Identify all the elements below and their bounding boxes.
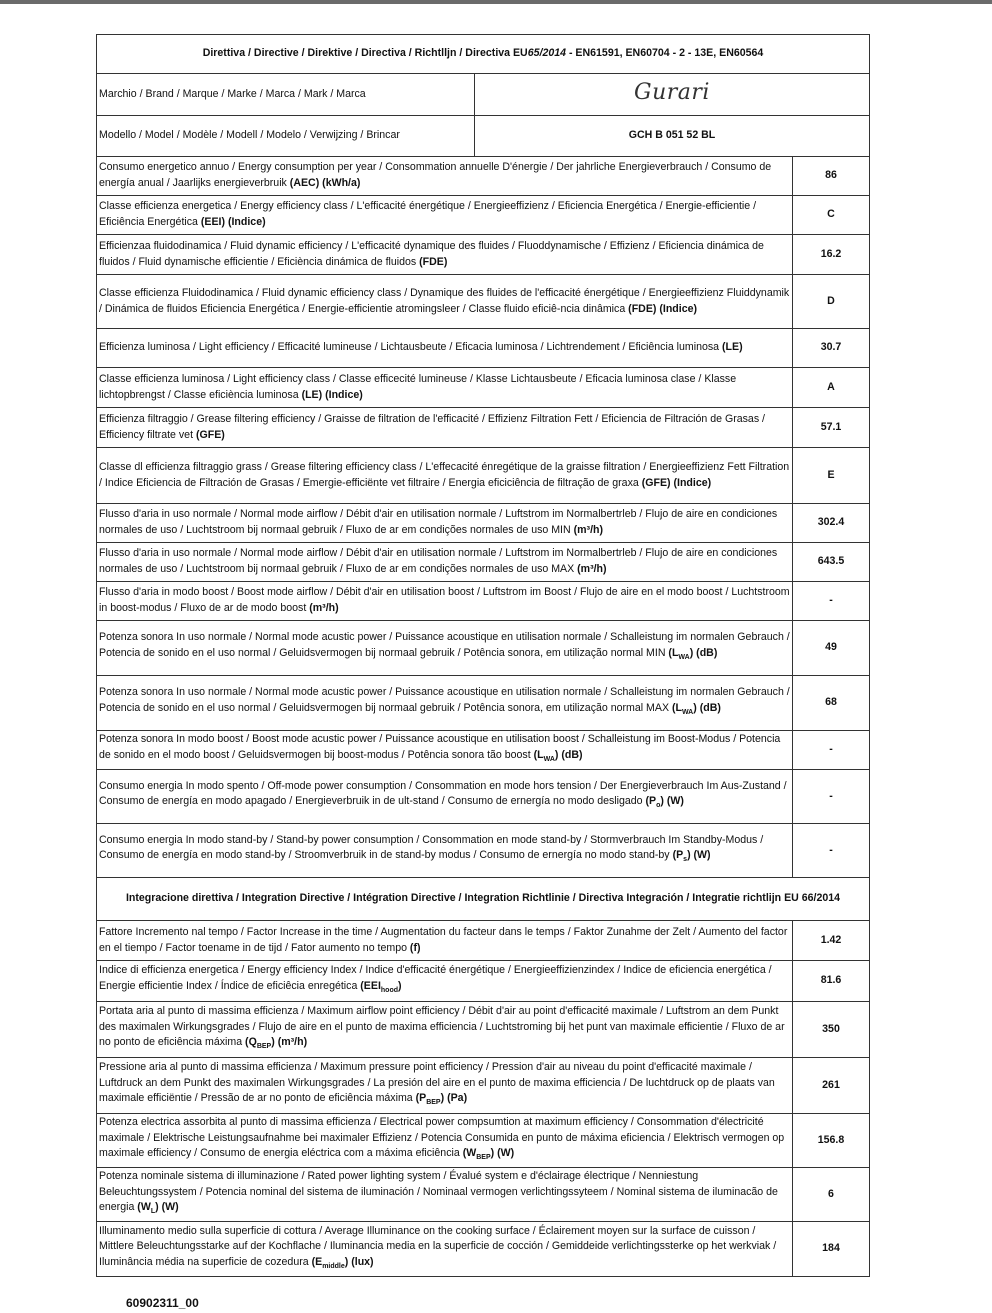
parameter-description [97,157,793,196]
parameter-unit: (GFE) [195,428,225,441]
parameter-unit: (m³/h) [573,524,604,536]
integration-parameter-row [97,921,870,961]
parameter-text: Classe dl efficienza filtraggio grass / Grease filtering efficiency class / L'effecacité énregétique de la graisse filtration / Energieeffizienz Fett Filtration / Indice Eficiencia de Filtración de Grasas / Emergie-efficiënte vet filtraire / Energia eficiciência de filtração de graxa [99,460,790,489]
parameter-value: 81.6 [793,961,870,1002]
parameter-description [97,770,793,824]
parameter-text: Potenza electrica assorbita al punto di massima efficienza / Electrical power compsumtion at maximum efficiency / Consommation d'électricité maximale / Elektrische Leistungsaufnahme bei maximaler Effizienz / Potencia Consumida en punto de máxima eficiencia / Elektrisch vermogen op maximale efficiency / Consumo de energia eléctrica com a máxima eficiência [99,1116,785,1160]
energy-parameter-row [97,676,870,731]
parameter-description [97,731,793,770]
integration-parameter-row [97,1058,870,1114]
parameter-value: D [793,275,870,329]
model-value: GCH B 051 52 BL [475,116,870,157]
parameter-text: Flusso d'aria in uso normale / Normal mode airflow / Débit d'air en utilisation normale / Luftstrom im Normalbertrleb / Flujo de aire en condiciones normales de uso / Luchtstroom bij normaal gebruik / Fluxo de ar em condições normales de uso MIN [99,508,778,536]
parameter-unit: $(W_{BEP})$ (W) [462,1147,515,1162]
parameter-unit: (f) [409,941,421,954]
integration-parameter-row [97,1114,870,1168]
energy-parameter-row [97,235,870,275]
parameter-value: 30.7 [793,329,870,368]
parameter-text: Flusso d'aria in uso normale / Normal mode airflow / Débit d'air en utilisation normale / Luftstrom im Normalbertrleb / Flujo de aire en condiciones normales de uso / Luchtstroom bij normaal gebruik / Fluxo de ar em condições normales de uso MAX [99,547,778,575]
energy-parameter-row [97,329,870,368]
parameter-unit: (GFE) (Indice) [641,476,712,489]
parameter-value: 1.42 [793,921,870,961]
brand-row [97,74,870,116]
parameter-value: 156.8 [793,1114,870,1168]
parameter-unit: (EEI) (Indice) [200,216,266,228]
parameter-value: 86 [793,157,870,196]
parameter-text: Potenza sonora In modo boost / Boost mode acustic power / Puissance acoustique en utilisation boost / Schalleistung im Boost-Modus / Potencia de sonido en el modo boost / Geluidsvermogen bij boost-modus / Potência sonora tão boost [99,733,781,761]
parameter-text: Potenza sonora In uso normale / Normal mode acustic power / Puissance acoustique en utilisation normale / Schalleistung im normalen Gebrauch / Potencia de sonido en el uso normal / Geluidsvermogen bij normaal gebruik / Potência sonora, em utilização normal MIN [99,631,790,659]
integration-parameter-row [97,1168,870,1222]
parameter-value: 643.5 [793,543,870,582]
parameter-unit: $(E_{middle})$ (lux) [311,1255,374,1270]
parameter-value: 6 [793,1168,870,1222]
parameter-value: E [793,448,870,504]
integration-parameter-row [97,1002,870,1058]
parameter-unit: $(L_{WA})$ (dB) [668,646,718,662]
parameter-text: Efficienza luminosa / Light efficiency / Efficacité lumineuse / Lichtausbeute / Eficacia luminosa / Lichtrendement / Eficiência luminosa [99,341,723,354]
parameter-value: 68 [793,676,870,731]
parameter-unit: (m³/h) [309,602,339,614]
parameter-unit: $(W_L)$ (W) [137,1201,179,1216]
parameter-text: Classe efficienza energetica / Energy efficiency class / L'efficacité énergétique / Energieeffizienz / Eficiencia Energética / Energie-efficientie / Eficiência Energética [99,200,757,228]
integration-parameter-row [97,1222,870,1277]
parameter-text: Classe efficienza Fluidodinamica / Fluid dynamic efficiency class / Dynamique des fluides de l'efficacité énergétique / Energieeffizienz Fluiddynamik / Dinámica de fluidos Eficiencia Energética / Energie-efficientie atromingsleer / Classe fluido eficiê-ncia dinâmica [99,286,790,315]
energy-label-table [96,34,870,1277]
energy-parameter-row [97,157,870,196]
parameter-value: - [793,731,870,770]
parameter-description [97,275,793,329]
parameter-description [97,1114,793,1168]
parameter-value: 261 [793,1058,870,1114]
parameter-value: - [793,770,870,824]
parameter-value: C [793,196,870,235]
parameter-description [97,1058,793,1114]
parameter-text: Portata aria al punto di massima efficienza / Maximum airflow point efficiency / Débit d'air au point d'efficacité maximale / Luftstrom an dem Punkt des maximalen Wirkungsgrades / Flujo de aire en el punto de maxima efficiencia / Luchtstroming bij het punt van maximale efficientie / Fluxo de ar no ponto de eficiência máxima [99,1005,785,1049]
parameter-description [97,621,793,676]
parameter-text: Consumo energetico annuo / Energy consumption per year / Consommation annuelle D'énergie / Der jahrliche Energieverbrauch / Consumo de energía anual / Jaarlijks energieverbruik [99,161,772,189]
energy-parameter-row [97,770,870,824]
parameter-text: Illuminamento medio sulla superficie di cottura / Average Illuminance on the cooking surface / Éclairement moyen sur la surface de cuisson / Mittlere Beleuchtungsstarke auf der Kochflache / Iluminancia media en la superficie de cocción / Gemiddeide verlichtingssterke op het werkviak / Iluminância média na superficie de cozedura [99,1224,777,1268]
brand-logo: Gurari [634,79,710,105]
energy-parameter-row [97,824,870,878]
brand-label: Marchio / Brand / Marque / Marke / Marca / Mark / Marca [97,74,475,116]
parameter-text: Efficienzaa fluidodinamica / Fluid dynamic efficiency / L'efficacité dynamique des fluides / Fluoddynamische / Effizienz / Eficiencia dinámica de fluidos / Fluid dynamische efficientie / Eficiència dinámica de fluidos [99,239,764,268]
parameter-unit: $(P_{BEP})$ (Pa) [415,1092,468,1107]
parameter-description [97,1002,793,1058]
energy-parameter-row [97,408,870,448]
parameter-text: Classe efficienza luminosa / Light efficiency class / Classe efficecité lumineuse / Klasse Lichtausbeute / Eficacia luminosa clase / Klasse lichtopbrengst / Classe eficiència luminosa [99,372,737,401]
parameter-text: Consumo energia In modo spento / Off-mode power consumption / Consommation en mode hors tension / Der Energieverbrauch Im Aus-Zustand / Consumo de energía en modo apagado / Energieverbruik in de ult-stand / Consumo de ernergía no modo desligado [99,779,787,808]
parameter-value: 57.1 [793,408,870,448]
parameter-unit: (LE) (Indice) [301,388,363,401]
parameter-unit: $(Q_{BEP})$ (m³/h) [245,1036,308,1051]
parameter-value: 302.4 [793,504,870,543]
directive-standards: - EN61591, EN60704 - 2 - 13E, EN60564 [566,47,764,60]
brand-value [475,74,870,116]
parameter-value: 49 [793,621,870,676]
integration-section-row [97,878,870,921]
parameter-text: Consumo energia In modo stand-by / Stand-by power consumption / Consommation en mode stand-by / Stormverbrauch Im Standby-Modus / Consumo de energía en modo stand-by / Stroomverbruik in de stand-by modus / Consumo de ernergía no modo stand-by [99,833,764,862]
directive-header-row [97,35,870,74]
parameter-text: Potenza nominale sistema di illuminazione / Rated power lighting system / Évalué system e d'éclairage électrique / Nenniestung Beleuchtungssystem / Potencia nominal del sistema de iluminación / Nominaal vermogen verlichtingssyteem / Nominal sistema de iluminacão de energia [99,1170,778,1214]
parameter-value: - [793,582,870,621]
parameter-description [97,543,793,582]
parameter-description [97,824,793,878]
energy-parameter-row [97,731,870,770]
energy-parameter-row [97,275,870,329]
document-code: 60902311_00 [126,1296,199,1310]
parameter-description [97,1222,793,1277]
energy-parameter-row [97,368,870,408]
parameter-description [97,961,793,1002]
parameter-description [97,368,793,408]
energy-parameter-row [97,582,870,621]
parameter-text: Efficienza filtraggio / Grease filtering efficiency / Graisse de filtration de l'efficacité / Effizienz Filtration Fett / Eficiencia de Filtración de Grasas / Efficiency filtrate vet [99,412,765,441]
parameter-value: 184 [793,1222,870,1277]
parameter-description [97,582,793,621]
parameter-unit: (LE) [722,341,743,354]
top-border [0,0,992,4]
model-row [97,116,870,157]
energy-parameter-row [97,504,870,543]
parameter-unit: (FDE) (Indice) [628,302,698,315]
parameter-value: 16.2 [793,235,870,275]
integration-directive-title: Integracione direttiva / Integration Directive / Intégration Directive / Integration Richtlinie / Directiva Integración / Integratie richtlijn EU 66/2014 [97,878,870,921]
energy-parameter-row [97,621,870,676]
model-label: Modello / Model / Modèle / Modell / Modelo / Verwijzing / Brincar [97,116,475,157]
parameter-value: - [793,824,870,878]
parameter-text: Flusso d'aria in modo boost / Boost mode airflow / Débit d'air en utilisation boost / Luftstrom im Boost / Flujo de aire en el modo boost / Luchtstroom in boost-modus / Fluxo de ar de modo boost [99,586,790,614]
parameter-text: Pressione aria al punto di massima efficienza / Maximum pressure point efficiency / Pression d'air au niveau du point d'efficacité maximale / Luftdruck an dem Punkt des maximalen Wirkungsgrades / La presión del aire en el punto de maxima efficiencia / De luchtdruck op de plaats van maximale efficiëntie / Pressão de ar no ponto de eficiência máxima [99,1061,775,1105]
parameter-description [97,329,793,368]
parameter-description [97,504,793,543]
parameter-value: 350 [793,1002,870,1058]
parameter-description [97,235,793,275]
directive-number: 65/2014 [527,47,567,60]
parameter-unit: $(L_{WA})$ (dB) [533,748,583,764]
parameter-value: A [793,368,870,408]
directive-title [97,35,870,74]
parameter-description [97,1168,793,1222]
parameter-description [97,448,793,504]
parameter-description [97,408,793,448]
energy-parameter-row [97,448,870,504]
parameter-description [97,676,793,731]
parameter-unit: (FDE) [419,255,448,268]
parameter-text: Indice di efficienza energetica / Energy efficiency Index / Indice d'efficacité énergétique / Energieeffizienzindex / Indice de eficiencia energética / Energie efficientie Index / Índice de eficiêcia enregética [99,964,772,992]
parameter-unit: $(P_s)$ (W) [672,849,711,864]
energy-parameter-row [97,196,870,235]
parameter-description [97,196,793,235]
parameter-description [97,921,793,961]
parameter-unit: (AEC) (kWh/a) [289,177,361,189]
parameter-unit: $(L_{WA})$ (dB) [671,701,721,717]
integration-parameter-row [97,961,870,1002]
parameter-unit: (m³/h) [577,563,607,575]
parameter-text: Fattore Incremento nal tempo / Factor Increase in the time / Augmentation du facteur dans le temps / Faktor Zunahme der Zelt / Aumento del factor en el tiempo / Factor toename in de tijd / Fator aumento no tempo [99,925,788,954]
energy-parameter-row [97,543,870,582]
parameter-text: Potenza sonora In uso normale / Normal mode acustic power / Puissance acoustique en utilisation normale / Schalleistung im normalen Gebrauch / Potencia de sonido en el uso normal / Geluidsvermogen bij normaal gebruik / Potência sonora, em utilização normal MAX [99,686,790,714]
parameter-unit: $(EEI_{hood})$ [360,979,402,995]
parameter-unit: $(P_o)$ (W) [645,795,684,810]
directive-title-part: Direttiva / Directive / Direktive / Directiva / Richtlljn / Directiva EU [202,47,528,60]
